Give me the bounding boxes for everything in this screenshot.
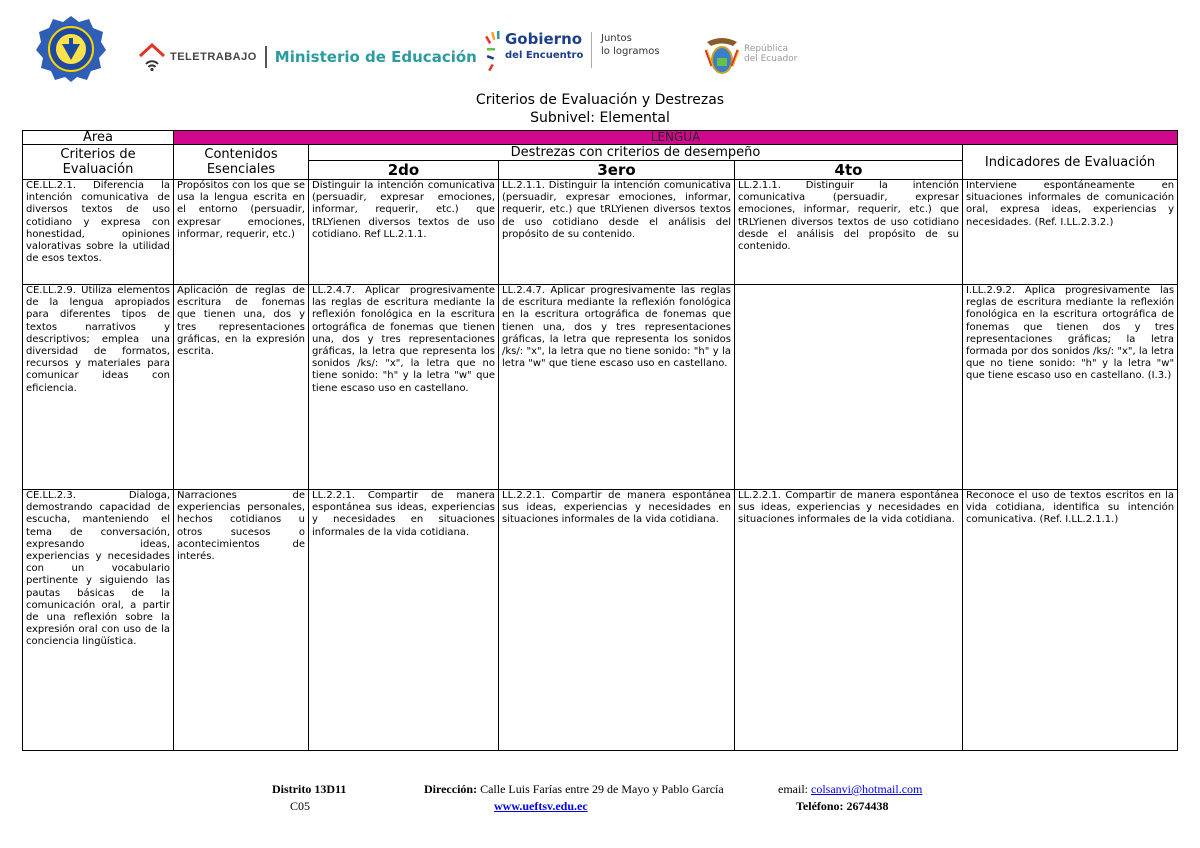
- contenido-cell: Narraciones de experiencias personales, hechos cotidianos u otros sucesos o acontecimientos de interés.: [174, 490, 309, 751]
- ministerio-text: Ministerio de Educación: [274, 48, 477, 66]
- republica-line-1: República: [744, 44, 788, 54]
- republica-text: [744, 44, 797, 64]
- republica-line-2: del Ecuador: [744, 54, 798, 64]
- col-indicadores: Indicadores de Evaluación: [963, 145, 1178, 180]
- school-seal-icon: [35, 14, 107, 82]
- telefono: Teléfono: 2674438: [796, 799, 889, 813]
- email-label: email:: [778, 782, 808, 796]
- table-row: [23, 490, 1178, 751]
- teletrabajo-logo: [138, 40, 477, 74]
- destreza-4to-cell: LL.2.2.1. Compartir de manera espontánea sus ideas, experiencias y necesidades en situaciones informales de la vida cotidiana.: [735, 490, 963, 751]
- table-row: [23, 180, 1178, 285]
- distrito: Distrito 13D11: [272, 782, 347, 796]
- slogan-line-1: Juntos: [601, 33, 632, 44]
- slogan-line-2: lo logramos: [601, 46, 660, 57]
- destreza-3ero-cell: LL.2.2.1. Compartir de manera espontánea sus ideas, experiencias y necesidades en situaciones informales de la vida cotidiana.: [499, 490, 735, 751]
- destreza-4to-cell: LL.2.1.1. Distinguir la intención comunicativa (persuadir, expresar emociones, informar, requerir, etc.) que tRLYienen diversos textos de uso cotidiano desde el análisis del propósito de su contenido.: [735, 180, 963, 285]
- criterio-cell: CE.LL.2.3. Dialoga, demostrando capacidad de escucha, manteniendo el tema de conversación, expresando ideas, experiencias y necesidades con un vocabulario pertinente y siguiendo las pautas básicas de la comunicación oral, a partir de una reflexión sobre la expresión oral con uso de la conciencia lingüística.: [23, 490, 174, 751]
- grade-3ero: 3ero: [499, 161, 735, 180]
- del-encuentro-text: del Encuentro: [505, 50, 584, 61]
- direccion: [424, 782, 724, 797]
- area-row: [23, 131, 1178, 145]
- gobierno-divider: [591, 32, 592, 68]
- criteria-table: [22, 130, 1178, 751]
- header-row: [23, 145, 1178, 161]
- indicador-cell: I.LL.2.9.2. Aplica progresivamente las reglas de escritura mediante la reflexión fonológica en la escritura ortográfica de fonemas que tienen dos y tres representaciones gráficas; la letra formada por dos sonidos /ks/: "x", la letra que no tiene sonido: "h" y la letra "w" que tiene escaso uso en castellano. (I.3.): [963, 285, 1178, 490]
- grade-4to: 4to: [735, 161, 963, 180]
- area-value: LENGUA: [174, 131, 1178, 145]
- page-subtitle: Subnivel: Elemental: [530, 110, 670, 126]
- destreza-3ero-cell: LL.2.4.7. Aplicar progresivamente las reglas de escritura mediante la reflexión fonológica en la escritura ortográfica de fonemas que tienen una, dos y tres representaciones gráficas, la letra que representa los sonidos /ks/: "x", la letra que no tiene sonido: "h" y la letra "w" que tiene escaso uso en castellano.: [499, 285, 735, 490]
- col-contenidos: Contenidos Esenciales: [174, 145, 309, 180]
- indicador-cell: Reconoce el uso de textos escritos en la vida cotidiana, identifica su intención comunicativa. (Ref. I.LL.2.1.1.): [963, 490, 1178, 751]
- wifi-house-icon: [138, 42, 166, 72]
- teletrabajo-text: TELETRABAJO: [170, 51, 257, 63]
- criterio-cell: CE.LL.2.1. Diferencia la intención comunicativa de diversos textos de uso cotidiano y expresa con honestidad, opiniones valorativas sobre la utilidad de esos textos.: [23, 180, 174, 285]
- page-title: Criterios de Evaluación y Destrezas: [475, 92, 725, 108]
- area-label: Area: [23, 131, 174, 145]
- table-row: [23, 285, 1178, 490]
- destreza-2do-cell: LL.2.2.1. Compartir de manera espontánea sus ideas, experiencias y necesidades en situaciones informales de la vida cotidiana.: [309, 490, 499, 751]
- coat-of-arms-icon: [703, 36, 741, 78]
- gobierno-logo: [485, 26, 685, 78]
- website-link[interactable]: www.ueftsv.edu.ec: [494, 799, 588, 813]
- email-link[interactable]: colsanvi@hotmail.com: [811, 782, 923, 796]
- destreza-2do-cell: Distinguir la intención comunicativa (persuadir, expresar emociones, informar, requerir, etc.) que tRLYienen diversos textos de uso cotidiano. Ref LL.2.1.1.: [309, 180, 499, 285]
- contenido-cell: Aplicación de reglas de escritura de fonemas que tienen una, dos y tres representaciones gráficas, en la expresión escrita.: [174, 285, 309, 490]
- destreza-3ero-cell: LL.2.1.1. Distinguir la intención comunicativa (persuadir, expresar emociones, informar, requerir, etc.) que tRLYienen diversos textos de uso cotidiano desde el análisis del propósito de su contenido.: [499, 180, 735, 285]
- direccion-label: Dirección:: [424, 782, 478, 796]
- gobierno-text: Gobierno: [505, 30, 583, 48]
- destreza-4to-cell: [735, 285, 963, 490]
- contenido-cell: Propósitos con los que se usa la lengua escrita en el entorno (persuadir, expresar emociones, informar, requerir, etc.): [174, 180, 309, 285]
- destreza-2do-cell: LL.2.4.7. Aplicar progresivamente las reglas de escritura mediante la reflexión fonológica en la escritura ortográfica de fonemas que tienen una, dos y tres representaciones gráficas, la letra que representa los sonidos /ks/: "x", la letra que no tiene sonido: "h" y la letra "w" que tiene escaso uso en castellano.: [309, 285, 499, 490]
- slogan: [601, 32, 660, 58]
- grade-2do: 2do: [309, 161, 499, 180]
- col-criterios: Criterios de Evaluación: [23, 145, 174, 180]
- direccion-value: Calle Luis Farías entre 29 de Mayo y Pablo García: [480, 782, 724, 796]
- criterio-cell: CE.LL.2.9. Utiliza elementos de la lengua apropiados para diferentes tipos de textos narrativos y descriptivos; emplea una diversidad de formatos, recursos y materiales para comunicar ideas con eficiencia.: [23, 285, 174, 490]
- col-destrezas: Destrezas con criterios de desempeño: [309, 145, 963, 161]
- header-logos: [0, 0, 1200, 90]
- indicador-cell: Interviene espontáneamente en situaciones informales de comunicación oral, expresa ideas, experiencias y necesidades. (Ref. I.LL.2.3.2.): [963, 180, 1178, 285]
- codigo: C05: [290, 799, 311, 813]
- email: [778, 782, 922, 797]
- logo-divider: [265, 46, 267, 68]
